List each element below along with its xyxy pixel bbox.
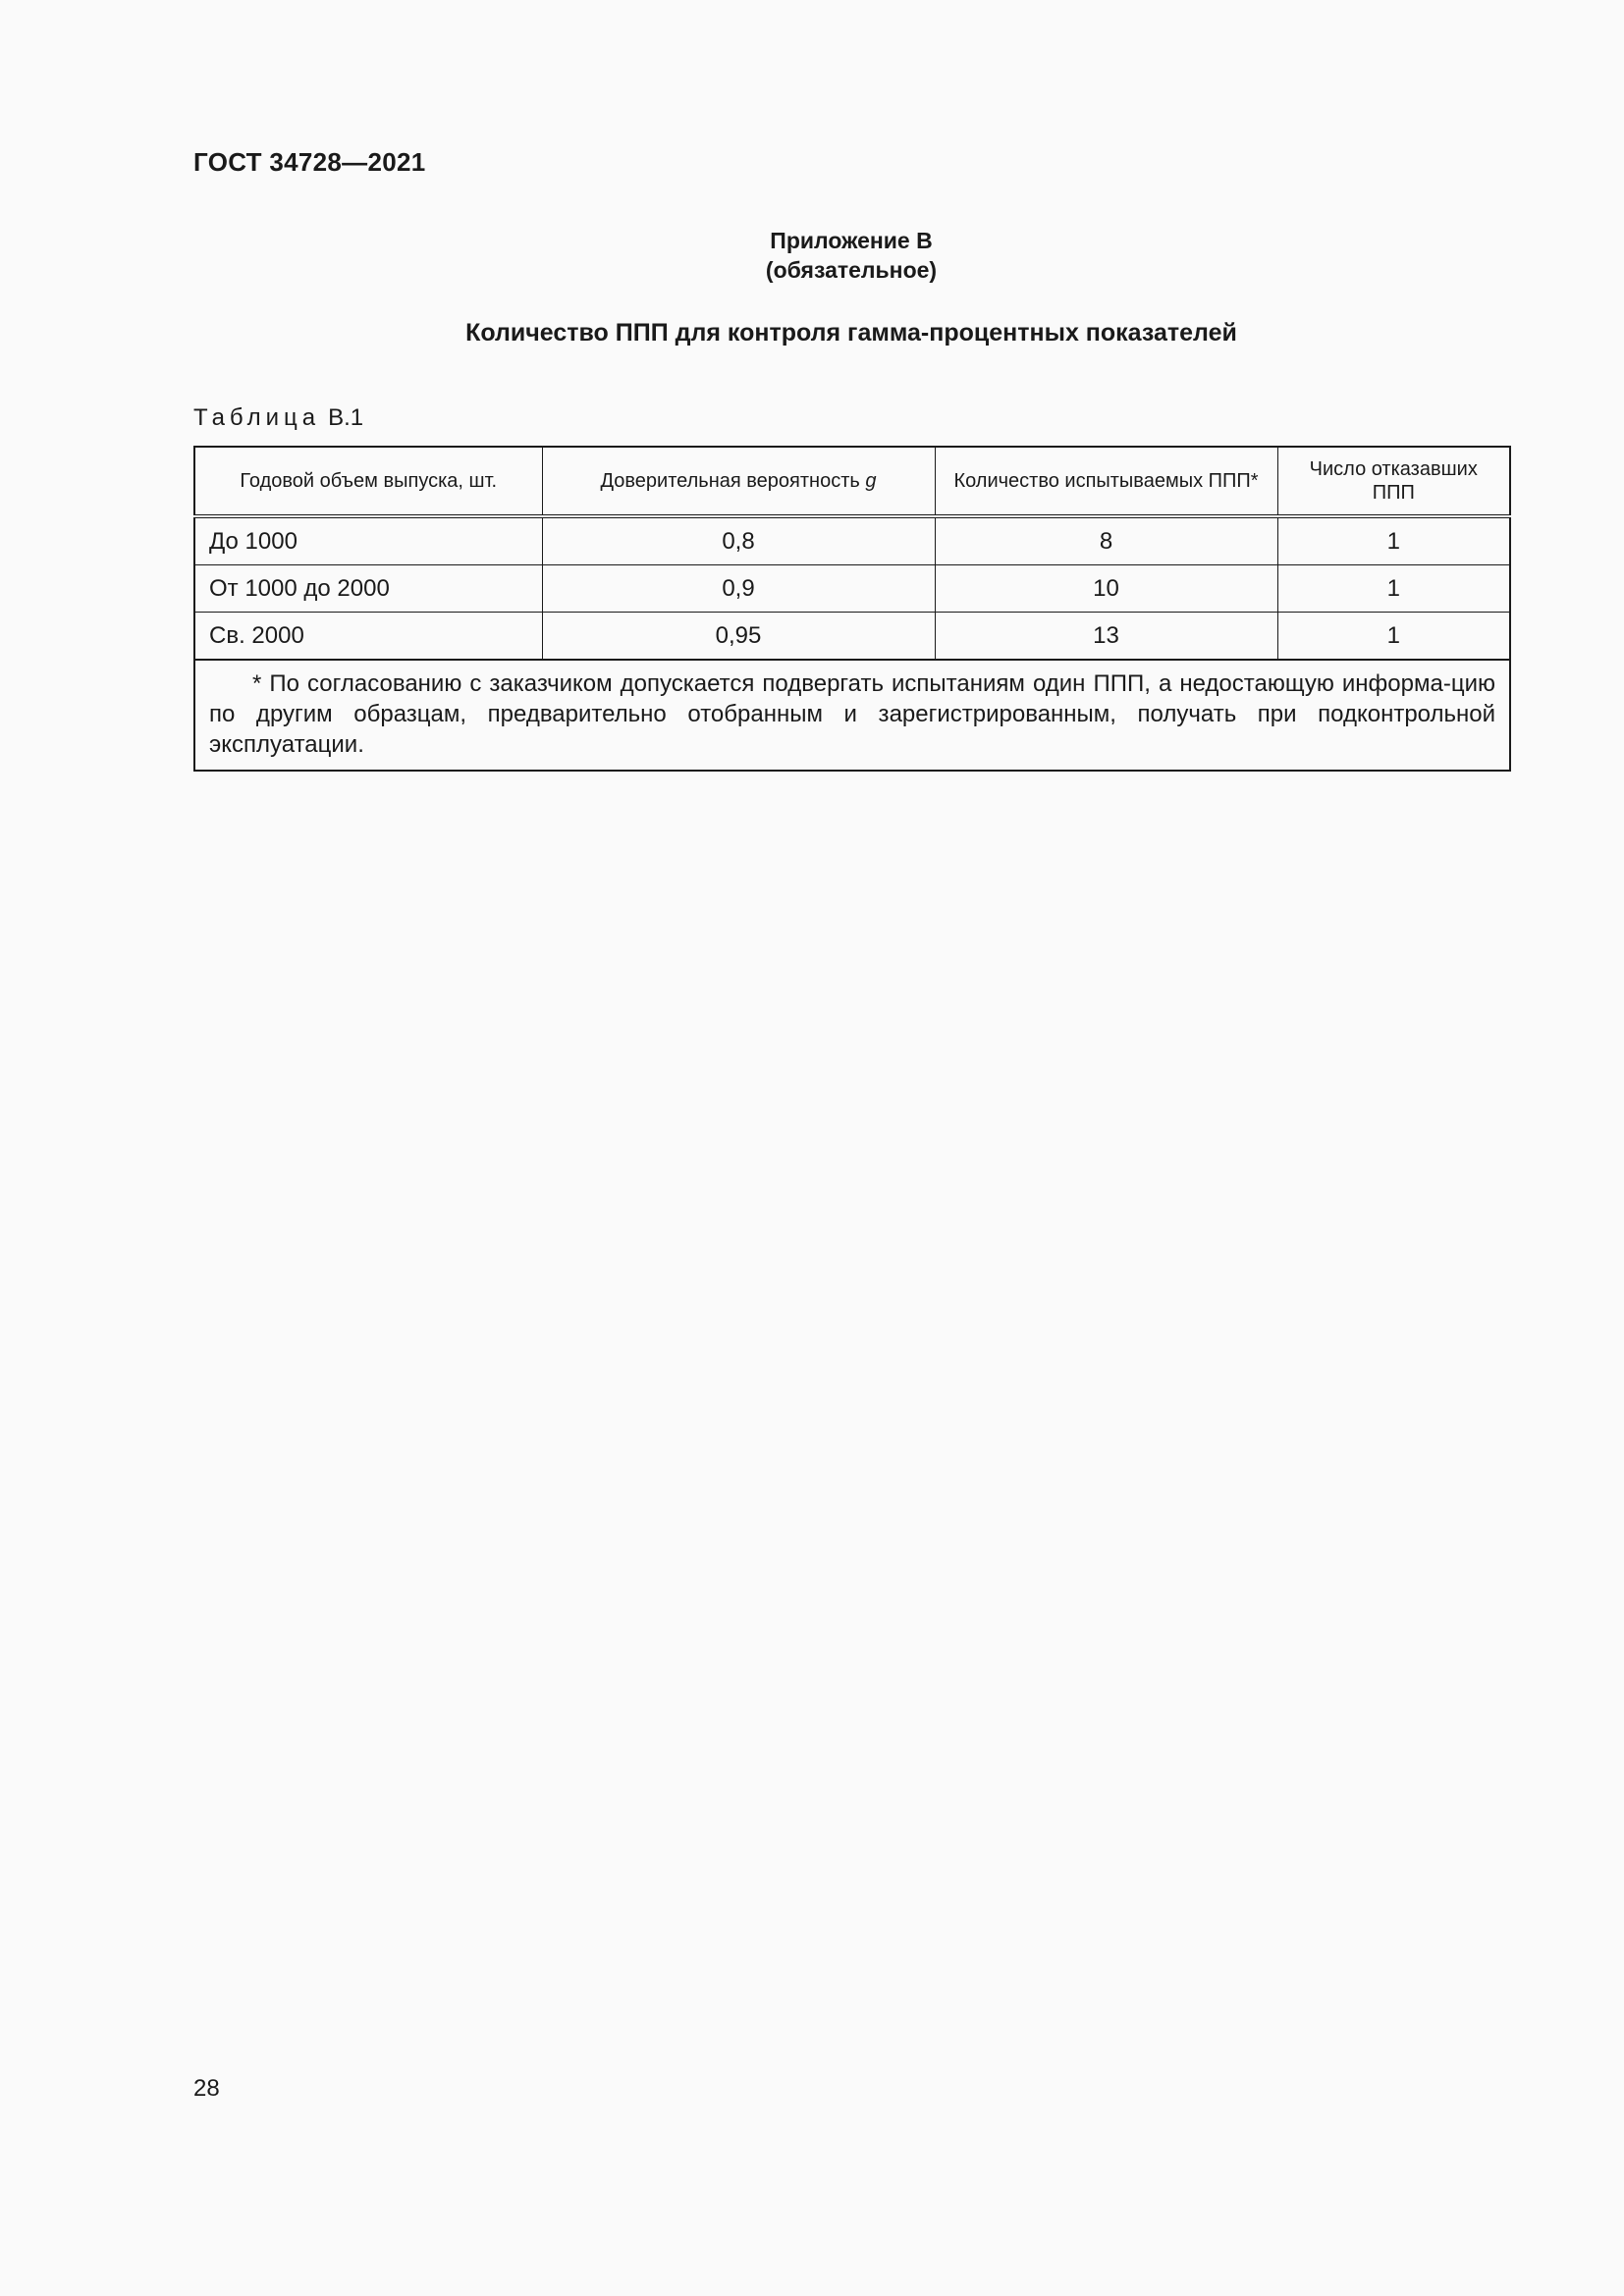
section-title: Количество ППП для контроля гамма-процентных показателей bbox=[465, 319, 1237, 347]
cell-failed: 1 bbox=[1277, 565, 1510, 613]
table-row bbox=[194, 613, 1510, 661]
cell-probability: 0,9 bbox=[542, 565, 935, 613]
cell-volume: Св. 2000 bbox=[194, 613, 542, 661]
table-footnote: * По согласованию с заказчиком допускается подвергать испытаниям один ППП, а недостающую информа-цию по другим образцам, предварительно отобранным и зарегистрированным, получать при подконтрольной эксплуатации. bbox=[209, 670, 1495, 758]
cell-tested: 8 bbox=[935, 516, 1277, 565]
column-header-volume: Годовой объем выпуска, шт. bbox=[194, 447, 542, 516]
cell-failed: 1 bbox=[1277, 516, 1510, 565]
annex-title: Приложение В bbox=[770, 228, 933, 253]
cell-failed: 1 bbox=[1277, 613, 1510, 661]
cell-volume: От 1000 до 2000 bbox=[194, 565, 542, 613]
data-table bbox=[193, 446, 1511, 772]
page-number: 28 bbox=[193, 2075, 220, 2102]
table-footnote-row bbox=[194, 660, 1510, 771]
table-row bbox=[194, 516, 1510, 565]
table-footnote-cell bbox=[194, 660, 1510, 771]
cell-volume: До 1000 bbox=[194, 516, 542, 565]
table-caption bbox=[193, 404, 363, 432]
document-code: ГОСТ 34728—2021 bbox=[193, 147, 426, 177]
table-caption-word: Таблица bbox=[193, 404, 321, 431]
column-header-probability-label: Доверительная вероятность bbox=[600, 470, 866, 492]
cell-probability: 0,8 bbox=[542, 516, 935, 565]
table-header-row bbox=[194, 447, 1510, 516]
annex-status: (обязательное) bbox=[765, 257, 938, 283]
cell-probability: 0,95 bbox=[542, 613, 935, 661]
column-header-probability bbox=[542, 447, 935, 516]
annex-heading bbox=[193, 226, 1509, 285]
cell-tested: 13 bbox=[935, 613, 1277, 661]
table-row bbox=[194, 565, 1510, 613]
column-header-tested: Количество испытываемых ППП* bbox=[935, 447, 1277, 516]
table-caption-number: В.1 bbox=[328, 404, 364, 431]
column-header-probability-var: g bbox=[865, 470, 877, 492]
column-header-failed: Число отказавших ППП bbox=[1277, 447, 1510, 516]
cell-tested: 10 bbox=[935, 565, 1277, 613]
